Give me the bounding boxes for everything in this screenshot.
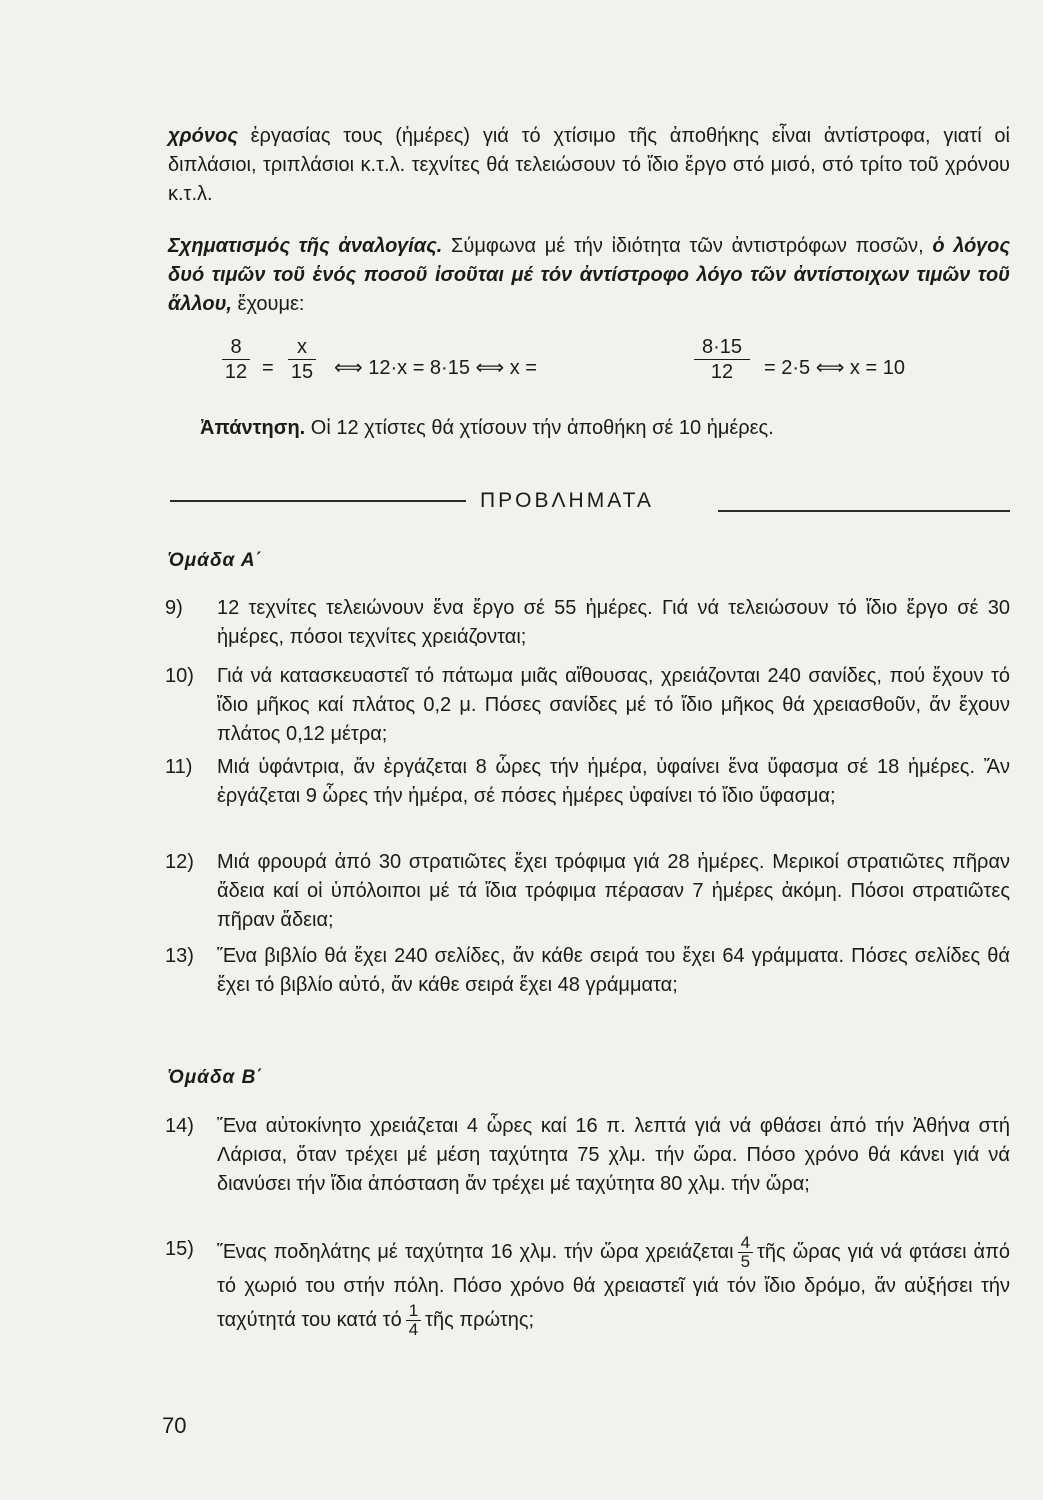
- fraction-x-over-15: [288, 336, 316, 383]
- problem-text: Μιά ὑφάντρια, ἄν ἐργάζεται 8 ὧρες τήν ἡμέρα, ὑφαίνει ἕνα ὕφασμα σέ 18 ἡμέρες. Ἄν ἐργάζεται 9 ὧρες τήν ἡμέρα, σέ πόσες ἡμέρες ὑφαίνει τό ἴδιο ὕφασμα;: [217, 756, 1010, 807]
- problem-number: 9): [165, 597, 183, 619]
- fraction-denominator: 12: [710, 361, 734, 383]
- problem-15-part-2: τῆς ὥρας γιά νά φτάσει ἀπό τό χωριό του στήν πόλη. Πόσο χρόνο θά χρειαστεῖ γιά τόν ἴδιο δρόμο, ἄν αὐξήσει τήν ταχύτητά του κατά τό: [217, 1240, 1010, 1331]
- fraction-bar: [222, 359, 250, 360]
- fraction-8-over-12: [222, 336, 250, 383]
- fraction-numerator: 4: [740, 1233, 751, 1252]
- section-title: ΠΡΟΒΛΗΜΑΤΑ: [480, 489, 654, 512]
- problem-text: Μιά φρουρά ἀπό 30 στρατιῶτες ἔχει τρόφιμα γιά 28 ἡμέρες. Μερικοί στρατιῶτες πῆραν ἄδεια καί οἱ ὑπόλοιποι μέ τά ἴδια τρόφιμα πέρασαν 7 ἡμέρες ἀκόμη. Πόσοι στρατιῶτες πῆραν ἄδεια;: [217, 851, 1010, 931]
- fraction-numerator: 8·15: [701, 336, 743, 358]
- answer-label: Ἀπάντηση.: [200, 417, 306, 439]
- problem-15-part-1: Ἕνας ποδηλάτης μέ ταχύτητα 16 χλμ. τήν ὥρα χρειάζεται: [217, 1240, 734, 1263]
- page-number: 70: [162, 1413, 187, 1438]
- schema-rule: ὁ λόγος δυό τιμῶν τοῦ ἑνός ποσοῦ ἰσοῦται μέ τόν ἀντίστροφο λόγο τῶν ἀντίστοιχων τιμῶν τοῦ ἄλλου,: [168, 235, 1010, 315]
- problem-text: Ἕνα βιβλίο θά ἔχει 240 σελίδες, ἄν κάθε σειρά του ἔχει 64 γράμματα. Πόσες σελίδες θά ἔχει τό βιβλίο αὐτό, ἄν κάθε σειρά ἔχει 48 γράμματα;: [217, 945, 1010, 996]
- problem-number: 14): [165, 1115, 194, 1137]
- fraction-denominator: 5: [740, 1252, 751, 1271]
- section-rule-right: [718, 510, 1010, 512]
- problem-13: [165, 942, 1010, 1000]
- fraction-4-over-5: [738, 1234, 753, 1271]
- schema-text-2: ἔχουμε:: [231, 293, 305, 315]
- fraction-1-over-4: [406, 1302, 421, 1339]
- problem-15: [165, 1234, 1010, 1339]
- intro-text: ἐργασίας τους (ἡμέρες) γιά τό χτίσιμο τῆς ἀποθήκης εἶναι ἀντίστροφα, γιατί οἱ διπλάσιοι, τριπλάσιοι κ.τ.λ. τεχνίτες θά τελειώσουν τό ἴδιο ἔργο στό μισό, στό τρίτο τοῦ χρόνου κ.τ.λ.: [168, 125, 1010, 205]
- problem-14: [165, 1112, 1010, 1199]
- fraction-denominator: 15: [290, 361, 314, 383]
- fraction-bar: [288, 359, 316, 360]
- problem-text: Ἕνα αὐτοκίνητο χρειάζεται 4 ὧρες καί 16 π. λεπτά γιά νά φθάσει ἀπό τήν Ἀθήνα στή Λάρισα, ὅταν τρέχει μέ μέση ταχύτητα 75 χλμ. τήν ὥρα. Πόσο χρόνο θά κάνει γιά νά διανύσει τήν ἴδια ἀπόσταση ἄν τρέχει μέ ταχύτητα 80 χλμ. τήν ὥρα;: [217, 1115, 1010, 1195]
- proportion-formula: [222, 332, 982, 396]
- group-b-heading: Ὁμάδα Β΄: [168, 1067, 264, 1088]
- intro-lead-word: χρόνος: [168, 125, 238, 147]
- group-a-heading: Ὁμάδα Α΄: [168, 550, 263, 571]
- fraction-denominator: 4: [408, 1320, 419, 1339]
- problem-11: [165, 753, 1010, 811]
- problem-9: [165, 594, 1010, 652]
- problem-15-part-3: τῆς πρώτης;: [425, 1308, 535, 1331]
- fraction-bar: [694, 359, 750, 360]
- problem-12: [165, 848, 1010, 935]
- fraction-numerator: 1: [408, 1301, 419, 1320]
- section-rule-left: [170, 500, 466, 502]
- problem-number: 15): [165, 1238, 194, 1260]
- problem-number: 11): [165, 756, 193, 778]
- fraction-8x15-over-12: [694, 336, 750, 383]
- schema-heading: Σχηματισμός τῆς ἀναλογίας.: [168, 235, 443, 257]
- problem-10: [165, 662, 1010, 749]
- schema-paragraph: [168, 232, 1010, 319]
- problem-number: 10): [165, 665, 194, 687]
- fraction-numerator: 8: [230, 336, 242, 358]
- formula-middle: ⟺ 12·x = 8·15 ⟺ x =: [334, 357, 537, 379]
- answer-text: Οἱ 12 χτίστες θά χτίσουν τήν ἀποθήκη σέ 10 ἡμέρες.: [305, 417, 774, 439]
- formula-end: = 2·5 ⟺ x = 10: [764, 357, 905, 379]
- problem-text: 12 τεχνίτες τελειώνουν ἕνα ἔργο σέ 55 ἡμέρες. Γιά νά τελειώσουν τό ἴδιο ἔργο σέ 30 ἡμέρες, πόσοι τεχνίτες χρειάζονται;: [217, 597, 1010, 648]
- fraction-numerator: x: [297, 336, 307, 358]
- problem-number: 12): [165, 851, 194, 873]
- problem-text: Γιά νά κατασκευαστεῖ τό πάτωμα μιᾶς αἴθουσας, χρειάζονται 240 σανίδες, πού ἔχουν τό ἴδιο μῆκος καί πλάτος 0,2 μ. Πόσες σανίδες μέ τό ἴδιο μῆκος θά χρειασθοῦν, ἄν ἔχουν πλάτος 0,12 μέτρα;: [217, 665, 1010, 745]
- problem-text: [217, 1234, 1010, 1339]
- fraction-denominator: 12: [224, 361, 248, 383]
- intro-paragraph: [168, 122, 1010, 209]
- answer-line: [200, 414, 774, 442]
- problem-number: 13): [165, 945, 194, 967]
- equals-sign: =: [262, 357, 274, 379]
- schema-text-1: Σύμφωνα μέ τήν ἰδιότητα τῶν ἀντιστρόφων ποσῶν,: [442, 235, 933, 257]
